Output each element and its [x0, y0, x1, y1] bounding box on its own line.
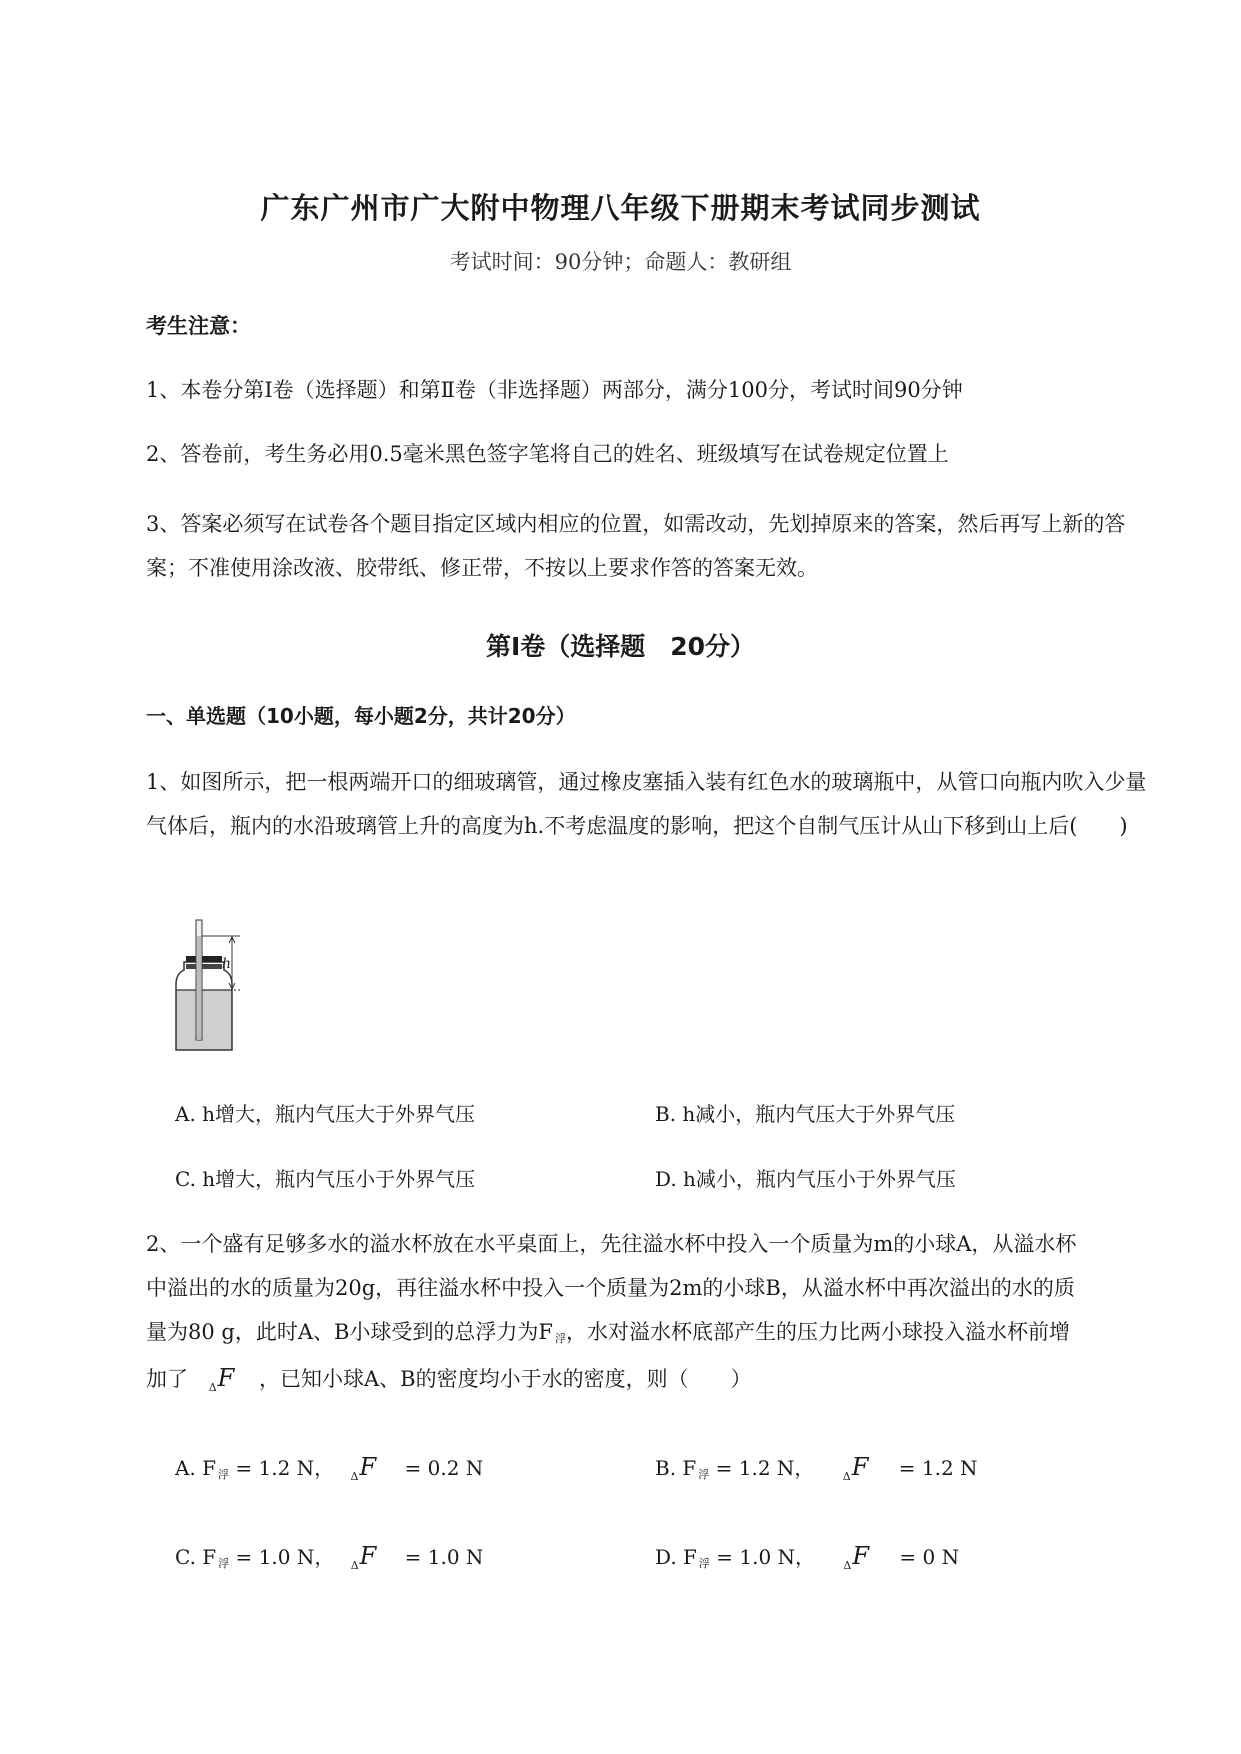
- notice-heading: 考生注意：: [146, 314, 251, 338]
- q2-c-F: F: [359, 1542, 377, 1570]
- q2-c-mid: = 1.0 N，: [235, 1545, 335, 1569]
- q2-a-sub: 浮: [218, 1468, 230, 1481]
- q2-line3-a: 量为80 g，此时A、B小球受到的总浮力为F: [146, 1320, 554, 1344]
- figure-label-h: h: [222, 956, 232, 972]
- q2-b-tail: = 1.2 N: [898, 1456, 978, 1480]
- q2-d-mid: = 1.0 N，: [716, 1545, 816, 1569]
- q2-b-F: F: [851, 1453, 869, 1481]
- q2-a-F: F: [359, 1453, 377, 1481]
- barometer-bottle-figure: [170, 918, 250, 1058]
- page-title: 广东广州市广大附中物理八年级下册期末考试同步测试: [260, 191, 981, 225]
- q2-line3-sub: 浮: [555, 1332, 567, 1345]
- q2-line4-a: 加了: [146, 1367, 188, 1391]
- q2-option-a[interactable]: [175, 1452, 483, 1492]
- q1-option-b[interactable]: B. h减小，瓶内气压大于外界气压: [655, 1102, 956, 1126]
- q2-c-delta: Δ: [350, 1559, 359, 1572]
- q2-c-tail: = 1.0 N: [404, 1545, 484, 1569]
- q2-a-delta: Δ: [350, 1470, 359, 1483]
- q2-b-delta: Δ: [842, 1470, 851, 1483]
- part-heading: 一、单选题（10小题，每小题2分，共计20分）: [146, 704, 576, 728]
- q2-option-c[interactable]: [175, 1541, 483, 1581]
- q2-a-mid: = 1.2 N，: [235, 1456, 335, 1480]
- notice-item-2: 2、答卷前，考生务必用0.5毫米黑色签字笔将自己的姓名、班级填写在试卷规定位置上: [146, 442, 949, 466]
- q2-line4-b: ，已知小球A、B的密度均小于水的密度，则（ ）: [258, 1367, 752, 1391]
- section-title: 第I卷（选择题 20分）: [485, 632, 756, 661]
- q2-option-d[interactable]: [655, 1541, 959, 1581]
- q2-b-sub: 浮: [698, 1468, 710, 1481]
- q2-option-b[interactable]: [655, 1452, 978, 1492]
- delta-symbol: Δ: [208, 1381, 217, 1394]
- q2-c-sub: 浮: [218, 1557, 230, 1570]
- question-2-line-3: [146, 1316, 1156, 1355]
- question-2-line-1: 2、一个盛有足够多水的溢水杯放在水平桌面上，先往溢水杯中投入一个质量为m的小球A，从溢水杯: [146, 1232, 1077, 1256]
- q2-a-tail: = 0.2 N: [404, 1456, 484, 1480]
- question-2-line-4: [146, 1362, 1156, 1404]
- q2-line3-b: ，水对溢水杯底部产生的压力比两小球投入溢水杯前增: [566, 1320, 1071, 1344]
- q1-option-d[interactable]: D. h减小，瓶内气压小于外界气压: [655, 1167, 956, 1191]
- q2-d-prefix: D. F: [655, 1545, 697, 1569]
- q2-c-prefix: C. F: [175, 1545, 217, 1569]
- q2-b-prefix: B. F: [655, 1456, 697, 1480]
- q2-d-delta: Δ: [843, 1559, 852, 1572]
- force-symbol: F: [217, 1364, 235, 1392]
- q2-d-F: F: [852, 1542, 870, 1570]
- q1-option-a[interactable]: A. h增大，瓶内气压大于外界气压: [175, 1102, 476, 1126]
- notice-item-1: 1、本卷分第I卷（选择题）和第Ⅱ卷（非选择题）两部分，满分100分，考试时间90分钟: [146, 378, 963, 402]
- question-1-stem: 1、如图所示，把一根两端开口的细玻璃管，通过橡皮塞插入装有红色水的玻璃瓶中，从管口向瓶内吹入少量气体后，瓶内的水沿玻璃管上升的高度为h.不考虑温度的影响，把这个自制气压计从山下移到山上后( ): [146, 770, 1147, 838]
- q2-a-prefix: A. F: [175, 1456, 217, 1480]
- q1-option-c[interactable]: C. h增大，瓶内气压小于外界气压: [175, 1167, 476, 1191]
- q2-b-mid: = 1.2 N，: [715, 1456, 815, 1480]
- notice-item-3: 3、答案必须写在试卷各个题目指定区域内相应的位置，如需改动，先划掉原来的答案，然后再写上新的答案；不准使用涂改液、胶带纸、修正带，不按以上要求作答的答案无效。: [146, 512, 1126, 580]
- q2-d-sub: 浮: [698, 1557, 710, 1570]
- question-2-line-2: 中溢出的水的质量为20g，再往溢水杯中投入一个质量为2m的小球B，从溢水杯中再次溢出的水的质: [146, 1276, 1075, 1300]
- q2-d-tail: = 0 N: [899, 1545, 960, 1569]
- page-subtitle: 考试时间：90分钟；命题人：教研组: [449, 250, 792, 274]
